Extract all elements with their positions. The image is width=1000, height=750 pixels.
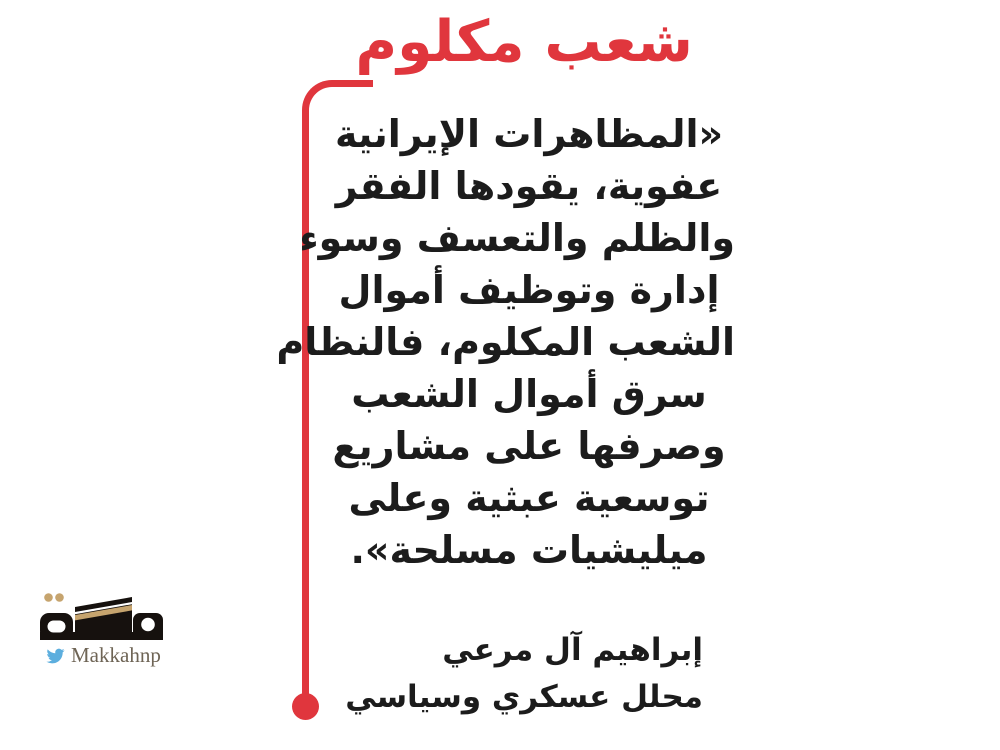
twitter-icon [45, 647, 66, 665]
quote-line: الشعب المكلوم، فالنظام [276, 320, 735, 364]
quote-line: «المظاهرات الإيرانية [334, 112, 724, 156]
quote-line: والظلم والتعسف وسوء [299, 216, 735, 260]
quote-text [276, 108, 735, 576]
quote-line: وصرفها على مشاريع [332, 424, 726, 468]
makkah-logo [40, 593, 170, 668]
twitter-handle: Makkahnp [71, 643, 161, 667]
makkah-wordmark-icon [40, 593, 163, 640]
quote-line: إدارة وتوظيف أموال [338, 268, 720, 312]
quote-line: ميليشيات مسلحة». [350, 528, 708, 572]
attribution [345, 627, 703, 721]
page-title: شعب مكلوم [355, 9, 693, 75]
attribution-name: إبراهيم آل مرعي [442, 632, 703, 668]
quote-line: عفوية، يقودها الفقر [335, 164, 723, 208]
quote-line: سرق أموال الشعب [351, 372, 707, 416]
attribution-role: محلل عسكري وسياسي [345, 679, 703, 715]
twitter-handle-row [40, 643, 170, 668]
quote-line: توسعية عبثية وعلى [348, 476, 710, 520]
